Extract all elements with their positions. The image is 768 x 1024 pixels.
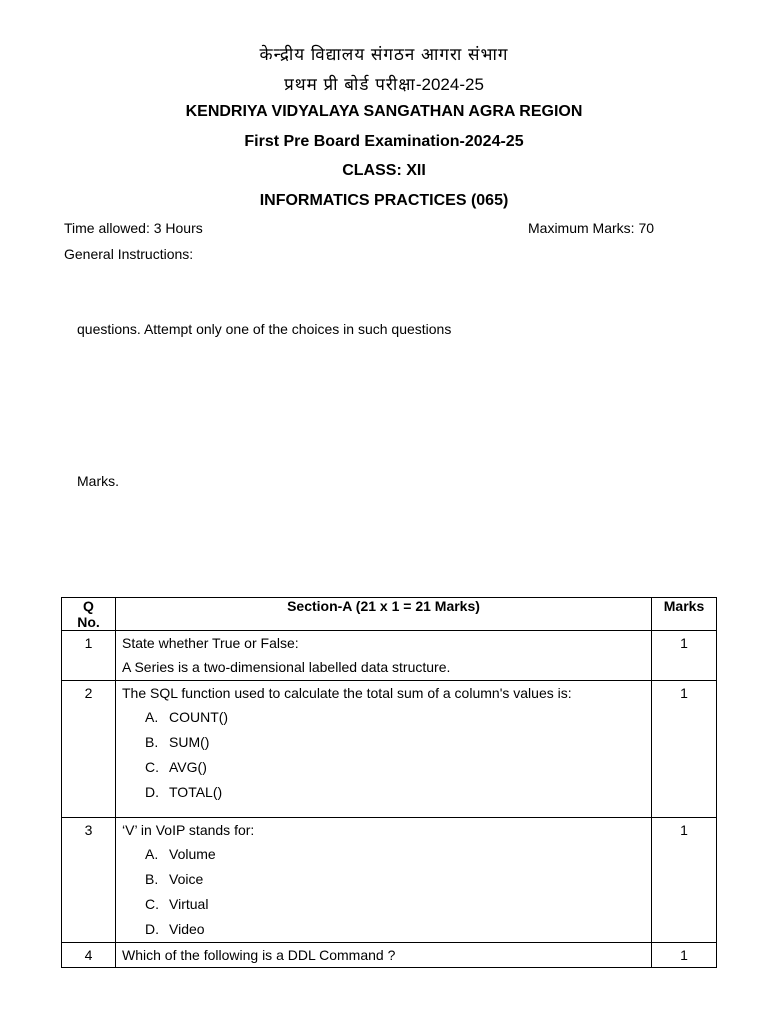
option-list [122,708,651,801]
option-item: C. AVG() [145,759,207,775]
hindi-header-line1: केन्द्रीय विद्यालय संगठन आगरा संभाग [259,45,509,64]
question-number: 1 [62,631,116,681]
option-item: D. TOTAL() [145,784,223,800]
hindi-header-line2 [0,72,768,95]
question-marks: 1 [652,631,717,681]
question-text: Which of the following is a DDL Command ? [122,947,396,963]
instruction-fragment-choices: questions. Attempt only one of the choices in such questions [77,321,452,337]
question-text: ‘V’ in VoIP stands for: [122,822,255,838]
col-header-marks: Marks [652,598,717,631]
general-instructions-heading: General Instructions: [64,246,194,262]
table-header-row [62,598,717,631]
question-marks: 1 [652,681,717,818]
time-allowed: Time allowed: 3 Hours [64,220,203,236]
table-row [62,818,717,943]
question-number: 4 [62,943,116,968]
option-item: D. Video [145,921,205,937]
table-row [62,943,717,968]
maximum-marks: Maximum Marks: 70 [528,220,655,236]
option-item: B. SUM() [145,734,210,750]
table-row [62,631,717,681]
hindi-exam-name: प्रथम प्री बोर्ड परीक्षा [284,75,416,94]
option-item: A. Volume [145,846,216,862]
question-number: 3 [62,818,116,943]
col-header-qno-line1: Q [83,598,94,614]
table-row [62,681,717,818]
question-marks: 1 [652,943,717,968]
question-text-line2: A Series is a two-dimensional labelled data structure. [122,659,451,675]
question-marks: 1 [652,818,717,943]
question-text: The SQL function used to calculate the total sum of a column's values is: [122,685,572,701]
option-item: C. Virtual [145,896,209,912]
option-item: B. Voice [145,871,204,887]
hindi-exam-year: -2024-25 [415,75,484,94]
question-text-cell [116,681,652,818]
org-title: KENDRIYA VIDYALAYA SANGATHAN AGRA REGION [185,103,583,120]
question-text-cell [116,631,652,681]
question-text: State whether True or False: [122,635,299,651]
subject-title: INFORMATICS PRACTICES (065) [259,192,509,209]
question-text-cell [116,818,652,943]
question-text-cell [116,943,652,968]
col-header-qno [62,598,116,631]
option-item: A. COUNT() [145,709,229,725]
question-table [61,597,717,968]
class-title: CLASS: XII [342,162,426,179]
col-header-section: Section-A (21 x 1 = 21 Marks) [116,598,652,631]
exam-title: First Pre Board Examination-2024-25 [244,133,524,150]
option-list [122,845,651,938]
question-number: 2 [62,681,116,818]
col-header-qno-line2: No. [77,614,100,630]
instruction-fragment-marks: Marks. [77,473,119,489]
